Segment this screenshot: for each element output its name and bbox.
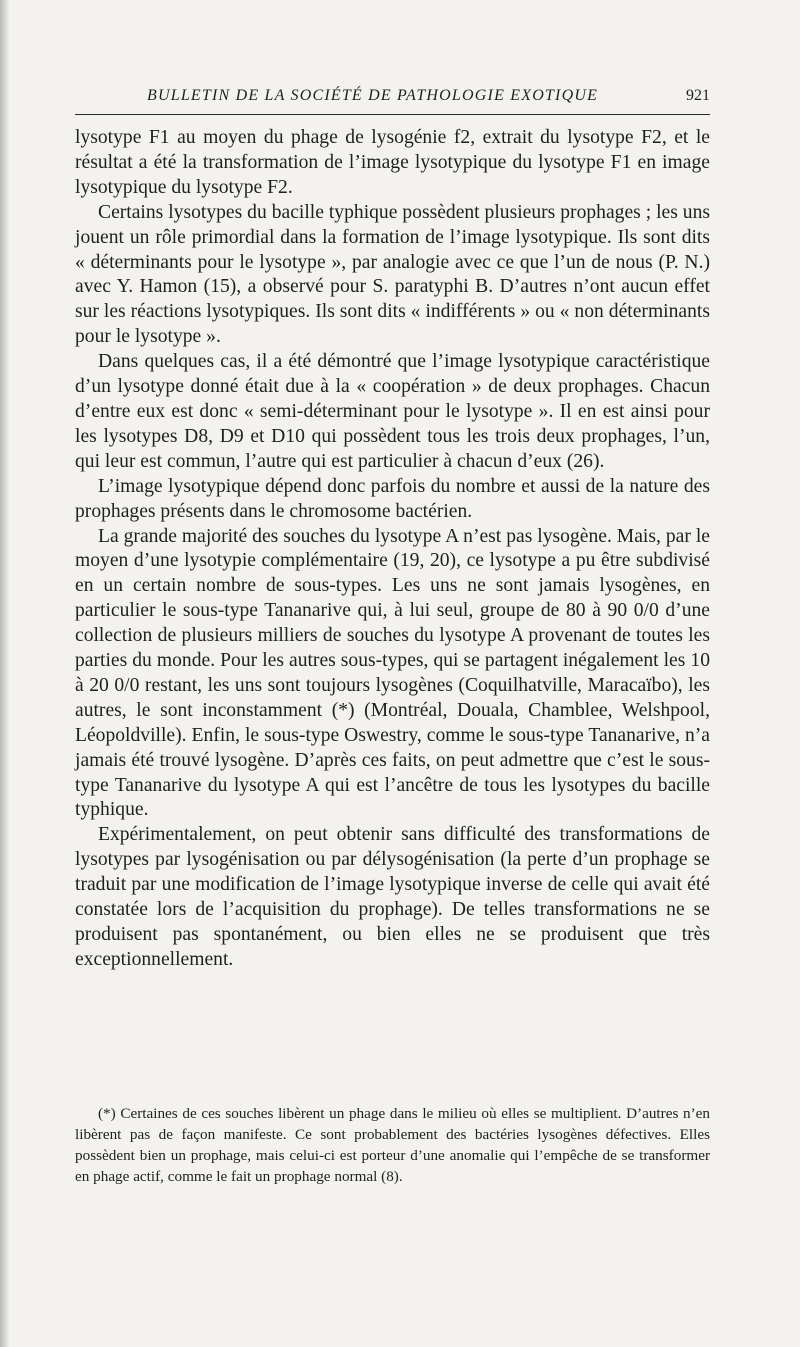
paragraph-continuation: lysotype F1 au moyen du phage de lysogénie f2, extrait du lysotype F2, et le résultat a été la transformation de l’image lysotypique du lysotype F1 en image lysotypique du lysotype F2.: [75, 127, 710, 198]
footnote-text: (*) Certaines de ces souches libèrent un phage dans le milieu où elles se multiplient. D’autres n’en libèrent pas de façon manifeste. Ce sont probablement des bactéries lysogènes défectives. Elles possèdent bien un prophage, mais celui-ci est porteur d’une anomalie qui l’empêche de se transformer en phage actif, comme le fait un prophage normal (8).: [75, 1105, 710, 1185]
page-number: 921: [686, 87, 710, 104]
page-edge-shadow: [0, 0, 9, 1347]
running-header: [75, 84, 710, 115]
paragraph-prophages: Certains lysotypes du bacille typhique possèdent plusieurs prophages ; les uns jouent un rôle primordial dans la formation de l’image lysotypique. Ils sont dits « déterminants pour le lysotype », par analogie avec ce que l’un de nous (P. N.) avec Y. Hamon (15), a observé pour S. paratyphi B. D’autres n’ont aucun effet sur les réactions lysotypiques. Ils sont dits « indifférents » ou « non déterminants pour le lysotype ».: [75, 201, 710, 348]
paragraph-cooperation: Dans quelques cas, il a été démontré que l’image lysotypique caractéristique d’un lysotype donné était due à la « coopération » de deux prophages. Chacun d’entre eux est donc « semi-déterminant pour le lysotype ». Il en est ainsi pour les lysotypes D8, D9 et D10 qui possèdent tous les trois deux prophages, l’un, qui leur est commun, l’autre qui est particulier à chacun d’eux (26).: [75, 351, 710, 472]
paragraph-lysotype-a: La grande majorité des souches du lysotype A n’est pas lysogène. Mais, par le moyen d’une lysotypie complémentaire (19, 20), ce lysotype a pu être subdivisé en un certain nombre de sous-types. Les uns ne sont jamais lysogènes, en particulier le sous-type Tananarive qui, à lui seul, groupe de 80 à 90 0/0 d’une collection de plusieurs milliers de souches du lysotype A provenant de toutes les parties du monde. Pour les autres sous-types, qui se partagent inégalement les 10 à 20 0/0 restant, les uns sont toujours lysogènes (Coquilhatville, Maracaïbo), les autres, le sont inconstamment (*) (Montréal, Douala, Chamblee, Welshpool, Léopoldville). Enfin, le sous-type Oswestry, comme le sous-type Tananarive, n’a jamais été trouvé lysogène. D’après ces faits, on peut admettre que c’est le sous-type Tananarive du lysotype A qui est l’ancêtre de tous les lysotypes du bacille typhique.: [75, 525, 710, 821]
journal-title: BULLETIN DE LA SOCIÉTÉ DE PATHOLOGIE EXOTIQUE: [147, 87, 599, 104]
paragraph-experimental: Expérimentalement, on peut obtenir sans difficulté des transformations de lysotypes par lysogénisation ou par délysogénisation (la perte d’un prophage se traduit par une modification de l’image lysotypique inverse de celle qui avait été constatée lors de l’acquisition du prophage). De telles transformations ne se produisent pas spontanément, ou bien elles ne se produisent que très exceptionnellement.: [75, 824, 710, 970]
footnote: [75, 1103, 710, 1187]
paragraph-chromosome: L’image lysotypique dépend donc parfois du nombre et aussi de la nature des prophages présents dans le chromosome bactérien.: [75, 475, 710, 522]
main-text: [75, 126, 710, 973]
